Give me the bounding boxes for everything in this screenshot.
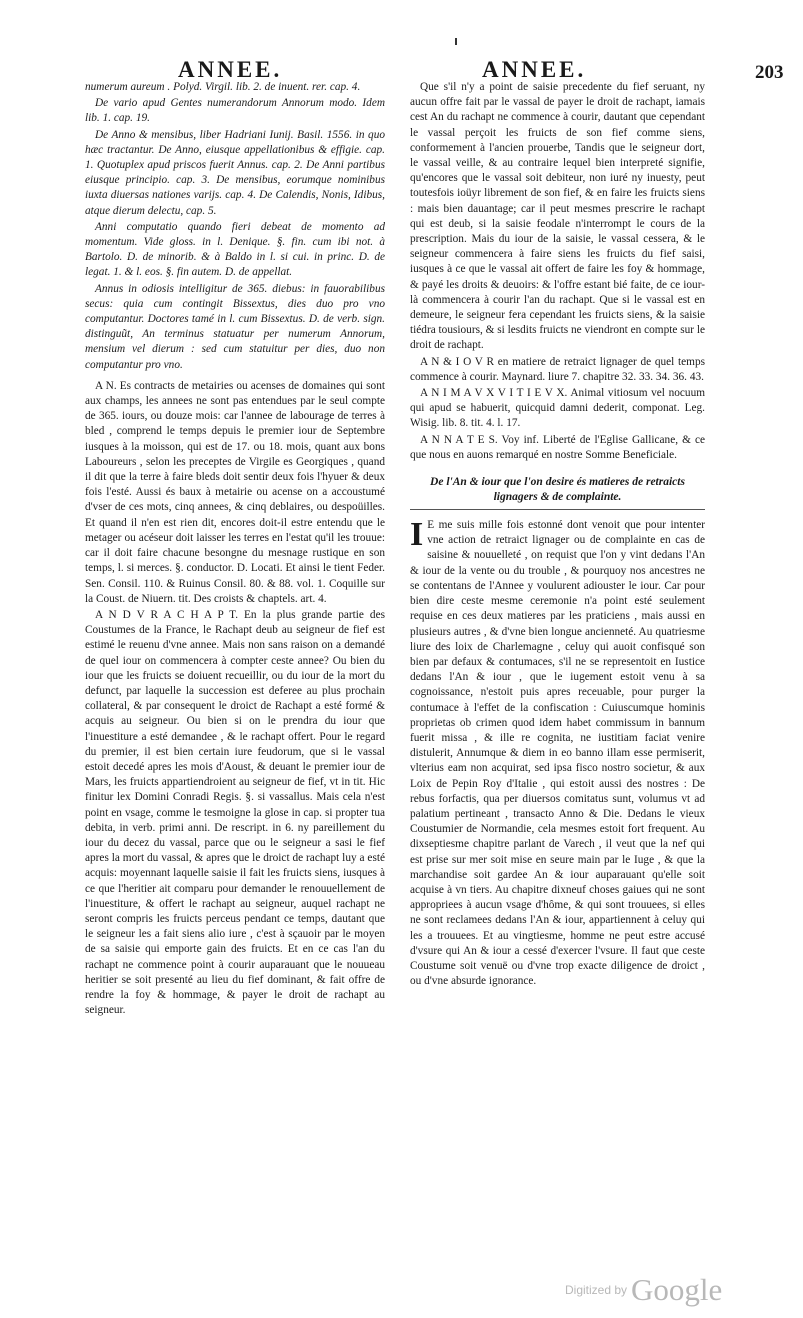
digitized-watermark bbox=[565, 1272, 722, 1308]
paragraph: A N. Es contracts de metairies ou acenses de domaines qui sont aux champs, les annees ne sont pas entendues par le seul compte de 365. iours, ou douze mois: car l'annee de labourage de terres à bled , comprend le temps depuis le premier iour de Septembre iusques à la moisson, qui est de 17. ou 18. mois, quant aux bons Laboureurs , selon les preceptes de Virgile es Georgiques , quand il dit que la terre à faire bleds doit sentir deux fois l'hyuer & deux fois l'esté. Aussi és baux à metairie ou acense on a accoustumé d'vser de ces mots, cinq annees, & cinq deblaires, ou despoüilles. Et quand il n'en est rien dit, encores doit-il estre entendu que le metager ou acéseur doit laisser les terres en l'estat qu'il les trouue: car il doit faire chacune besongne du mesnage rustique en son temps, l. si merces. §. conductor. D. Locati. Et ainsi le tient Feder. Sen. Consil. 110. & Ruinus Consil. 80. & 88. vol. 1. Coquille sur la Coust. de Niuern. tit. Des croists & chaptels. art. 4. bbox=[85, 379, 385, 605]
paragraph: De Anno & mensibus, liber Hadriani Iunij. Basil. 1556. in quo hæc tractantur. De Anno, eiusque appellationibus & effigie. cap. 1. Quotuplex apud priscos fuerit Annus. cap. 2. De Anni partibus eiusque principio. cap. 3. De mensibus, eorumque nominibus iuxta diuersas nationes varijs. cap. 4. De Calendis, Nonis, Idibus, atque dierum delectu, cap. 5. bbox=[85, 128, 385, 217]
page-number: 203 bbox=[755, 62, 784, 83]
left-column bbox=[85, 80, 385, 1019]
running-head-left: ANNEE. bbox=[178, 57, 283, 82]
section-title: De l'An & iour que l'on desire és matieres de retraicts lignagers & de complainte. bbox=[430, 476, 685, 504]
google-logo-text: Google bbox=[631, 1272, 723, 1307]
paragraph: A N D V R A C H A P T. En la plus grande partie des Coustumes de la France, le Rachapt deub au seigneur de fief est estimé le reuenu d'vne annee. Mais non sans raison on a demandé de quel iour on commencera à compter ceste annee? Ou bien du iour que les fruicts se doiuent recueillir, ou du iour de la mort du defunct, par laquelle la succession est deferee au plus prochain collateral, & par consequent le droict de Rachapt a esté formé & acquis au seigneur. Ou bien si on le prendra du iour que l'inuestiture a esté demandee , & le rachapt offert. Pour le regard du premier, il est bien certain iure feudorum, que si le vassal estoit decedé apres les mois d'Aoust, & deuant le premier iour de Mars, les fruicts appartiendroient au seigneur de fief, vt in tit. Hic finitur lex Domini Conradi Regis. §. si vassallus. Mais cela n'est point en vsage, comme le tesmoigne la glose in cap. si propter tua debita, in verb. primi anni. De rescript. in 6. ny pareillement du iour du decez du vassal, parce que ou le seigneur a sasi le fief apres la mort du vassal, & apres que le droict de rachapt luy a esté acquis: moyennant laquelle saisie il fait les fruicts siens, iusques à ce que l'heritier ait comparu pour demander le renouuellement de l'inuestiture, & offert le rachapt au seigneur, auquel rachapt ne seront compris les fruicts perceus pendant ce temps, dautant que le seigneur les a fait siens alio iure , c'est à sçauoir par le moyen de sa saisie qui emporte gain des fruicts. Et en ce cas l'an du rachapt ne commence point à courir auparauant que le nouueau heritier se soit presenté au lieu du fief dominant, & fait offre de rendre la foy & hommage, & payer le droit de rachapt au seigneur. bbox=[85, 608, 385, 1017]
running-head-right: ANNEE. bbox=[482, 57, 587, 82]
paragraph: A N & I O V R en matiere de retraict lignager de quel temps commence à courir. Maynard. liure 7. chapitre 32. 33. 34. 36. 43. bbox=[410, 355, 705, 383]
section-rule bbox=[410, 509, 705, 510]
paragraph: A N I M A V X V I T I E V X. Animal vitiosum vel nocuum qui apud se habuerit, quicquid damni dederit, componat. Leg. Wisig. lib. 8. tit. 4. l. 17. bbox=[410, 387, 705, 430]
paragraph: Que s'il n'y a point de saisie precedente du fief seruant, ny aucun offre fait par le vassal de payer le droit de rachapt, iamais cest An du rachapt ne commence à courir, dautant que cependant le vassal perçoit les fruicts de son fief comme siens, conformement à l'ancien prouerbe, Tandis que le seigneur dort, le vassal veille, & au contraire lequel bien interpreté signifie, qu'encores que le vassal soit debiteur, non iuré ny inuesty, peut toutesfois ioüyr librement de son fief, & en faire les fruicts siens : mais bien dauantage; car il peut mesmes prescrire le rachapt qui est deub, si la saisie feodale n'interrompt le cours de la prescription. Mais du iour de la saisie, le vassal cessera, & le seigneur commencera à faire siens les fruicts du fief saisi, iusques à ce que le vassal ait offert de faire les foy & hommage, & payé les droits & deuoirs: & l'offre estant bié faite, de ce iour-là commencera à courir l'an du rachapt. Que si le vassal est en demeure, le seigneur fera cependant les fruicts siens, & la saisie tiédra tousiours, & si lesdits fruicts ne viendront en compte sur le droit de rachapt. bbox=[410, 81, 705, 352]
dropcap-letter: I bbox=[410, 516, 424, 554]
dropcap-paragraph-text: E me suis mille fois estonné dont venoit que pour intenter vne action de retraict lignager ou de complainte en cas de saisine & nouuelleté , on requist que l'on y vint dedans l'An & iour de la vente ou du trouble , & pourquoy nos ancestres ne se contentans de l'Annee y voulurent adiouster le iour. Car pour bien dire ceste mesme ceremonie n'a point esté seulement requise en ces deux matieres par les praticiens , mais aussi en plusieurs autres , & d'vne bien longue ancienneté. Au quatriesme liure des loix de Charlemagne , celuy qui auoit confisqué son bien par defaux & contumaces, s'il ne se representoit en Iustice dedans l'An & iour , que le iugement estoit venu à sa cognoissance, n'estoit puis apres receuable, pour purger la contumace à l'effet de la confiscation : Cuiuscumque hominis proprietas ob crimen quod idem habet commissum in bannum fuerit missa , & ille re cognita, ne iustitiam faciat venire distulerit, Annumque & diem in eo banno illam esse permiserit, vlterius eam non acquirat, sed ipsa fisco nostro societur, & aux Loix de Pepin Roy d'Italie , qui estoit aussi des nostres : De rebus forfactis, qua per diuersos comitatus sunt, volumus vt ad palatium pertineant , transacto Anno & Die. Dedans le vieux Coustumier de Normandie, cela mesmes estoit fort frequent. Au dixseptiesme chapitre parlant de Varech , il veut que la nef qui est prise sur mer soit mise en seure main par le Iuge , & que la marchandise soit gardee An & iour auparauant qu'elle soit acquise à vn tiers. Au chapitre dixneuf choses gaiues qui ne sont appropriees à aucun vsage d'hôme, & qui sont trouuees, si elles ne sont reclamees dedans l'An & iour, appartiennent à celuy qui les a trouuees. Et au vingtiesme, homme ne peut estre accusé d'vsure qui An & iour a cessé d'exercer l'vsure. Il faut que ceste Coustume soit venuë ou d'vne trop exacte diligence de droict , ou d'vne absurde ignorance. bbox=[410, 519, 705, 988]
digitized-by-text: Digitized by bbox=[565, 1283, 628, 1297]
right-column bbox=[410, 80, 705, 990]
paragraph: Anni computatio quando fieri debeat de momento ad momentum. Vide gloss. in l. Denique. §. fin. cum ibi not. à Bartolo. D. de minorib. & à Baldo in l. si cui. in princ. D. de legat. 1. & l. eos. §. fin autem. D. de appellat. bbox=[85, 220, 385, 279]
paragraph: Annus in odiosis intelligitur de 365. diebus: in fauorabilibus secus: quia cum contingit Bissextus, dies duo pro vno computantur. Doctores tamé in l. cum Bissextus. D. de verb. sign. distinguũt, An terminus statuatur per numerum Annorum, mensium vel dierum : sed cum statuitur per dies, duo non computantur pro vno. bbox=[85, 282, 385, 371]
paragraph: A N N A T E S. Voy inf. Liberté de l'Eglise Gallicane, & ce que nous en auons remarqué en nostre Somme Beneficiale. bbox=[410, 433, 705, 461]
paragraph: numerum aureum . Polyd. Virgil. lib. 2. de inuent. rer. cap. 4. bbox=[85, 81, 361, 93]
print-mark bbox=[455, 38, 457, 45]
paragraph: De vario apud Gentes numerandorum Annorum modo. Idem lib. 1. cap. 19. bbox=[85, 97, 385, 125]
dropcap-paragraph bbox=[410, 518, 705, 989]
